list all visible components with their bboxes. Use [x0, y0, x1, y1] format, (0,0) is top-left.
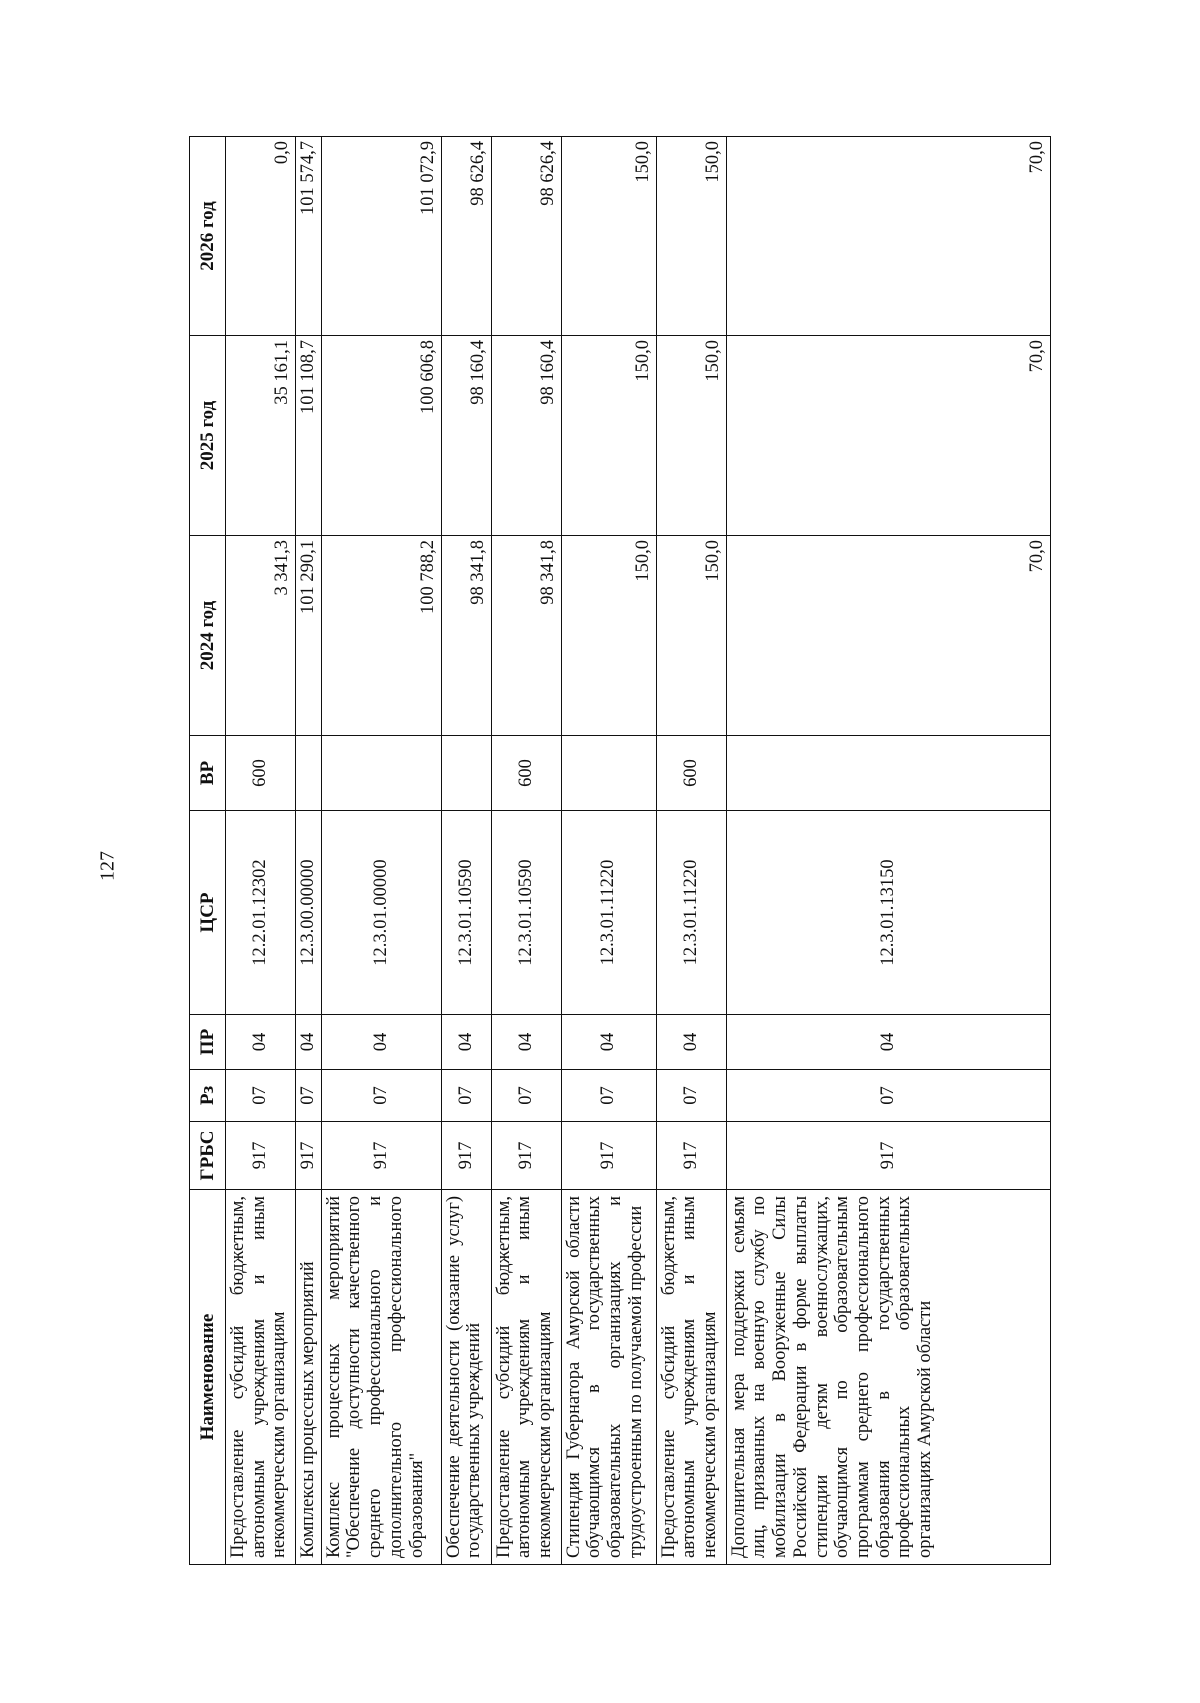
- row-2024: 150,0: [656, 536, 726, 736]
- row-name: Комплекс процессных мероприятий "Обеспечение доступности качественного среднего профессионального и дополнительного профессионального образования": [321, 1190, 441, 1565]
- row-rz: 07: [441, 1070, 491, 1122]
- row-2025: 35 161,1: [226, 336, 296, 536]
- row-name: Обеспечение деятельности (оказание услуг) государственных учреждений: [441, 1190, 491, 1565]
- row-2025: 150,0: [656, 336, 726, 536]
- row-rz: 07: [226, 1070, 296, 1122]
- row-2026: 70,0: [726, 137, 1050, 336]
- row-pr: 04: [321, 1015, 441, 1070]
- row-rz: 07: [561, 1070, 656, 1122]
- row-csr: 12.3.01.10590: [491, 811, 561, 1015]
- row-2026: 150,0: [561, 137, 656, 336]
- row-2026: 101 574,7: [296, 137, 322, 336]
- table-row: [656, 137, 726, 1565]
- row-csr: 12.3.01.11220: [561, 811, 656, 1015]
- table-row: [296, 137, 322, 1565]
- row-2025: 150,0: [561, 336, 656, 536]
- row-vr: [321, 736, 441, 811]
- table-header-row: [190, 137, 226, 1565]
- header-rz: Рз: [190, 1070, 226, 1122]
- row-name: Предоставление субсидий бюджетным, автономным учреждениям и иным некоммерческим организациям: [491, 1190, 561, 1565]
- row-2024: 70,0: [726, 536, 1050, 736]
- row-2026: 101 072,9: [321, 137, 441, 336]
- row-2026: 0,0: [226, 137, 296, 336]
- row-2024: 150,0: [561, 536, 656, 736]
- row-2025: 98 160,4: [491, 336, 561, 536]
- row-2026: 98 626,4: [491, 137, 561, 336]
- row-grbs: 917: [656, 1122, 726, 1190]
- row-vr: [441, 736, 491, 811]
- row-name: Предоставление субсидий бюджетным, автономным учреждениям и иным некоммерческим организациям: [226, 1190, 296, 1565]
- row-2024: 98 341,8: [491, 536, 561, 736]
- row-csr: 12.3.01.11220: [656, 811, 726, 1015]
- page-number: 127: [96, 851, 119, 881]
- row-rz: 07: [321, 1070, 441, 1122]
- header-2025: 2025 год: [190, 336, 226, 536]
- header-grbs: ГРБС: [190, 1122, 226, 1190]
- row-name: Комплексы процессных мероприятий: [296, 1190, 322, 1565]
- row-2025: 101 108,7: [296, 336, 322, 536]
- row-pr: 04: [561, 1015, 656, 1070]
- header-2026: 2026 год: [190, 137, 226, 336]
- row-2024: 100 788,2: [321, 536, 441, 736]
- row-csr: 12.3.01.10590: [441, 811, 491, 1015]
- row-2024: 101 290,1: [296, 536, 322, 736]
- row-csr: 12.3.01.00000: [321, 811, 441, 1015]
- row-rz: 07: [726, 1070, 1050, 1122]
- table-row: [441, 137, 491, 1565]
- row-pr: 04: [441, 1015, 491, 1070]
- header-name: Наименование: [190, 1190, 226, 1565]
- row-2025: 100 606,8: [321, 336, 441, 536]
- row-2025: 98 160,4: [441, 336, 491, 536]
- row-pr: 04: [296, 1015, 322, 1070]
- row-2026: 150,0: [656, 137, 726, 336]
- row-csr: 12.3.01.13150: [726, 811, 1050, 1015]
- row-grbs: 917: [726, 1122, 1050, 1190]
- row-vr: [296, 736, 322, 811]
- row-csr: 12.3.00.00000: [296, 811, 322, 1015]
- header-2024: 2024 год: [190, 536, 226, 736]
- row-vr: 600: [491, 736, 561, 811]
- row-rz: 07: [491, 1070, 561, 1122]
- budget-table: [189, 136, 1051, 1565]
- row-pr: 04: [656, 1015, 726, 1070]
- row-rz: 07: [656, 1070, 726, 1122]
- row-2025: 70,0: [726, 336, 1050, 536]
- table-row: [561, 137, 656, 1565]
- row-2026: 98 626,4: [441, 137, 491, 336]
- table-row: [321, 137, 441, 1565]
- row-pr: 04: [226, 1015, 296, 1070]
- row-pr: 04: [726, 1015, 1050, 1070]
- header-vr: ВР: [190, 736, 226, 811]
- row-name: Стипендия Губернатора Амурской области обучающимся в государственных образовательных организациях и трудоустроенным по получаемой профессии: [561, 1190, 656, 1565]
- row-grbs: 917: [296, 1122, 322, 1190]
- row-vr: [726, 736, 1050, 811]
- table-row: [226, 137, 296, 1565]
- row-csr: 12.2.01.12302: [226, 811, 296, 1015]
- row-vr: 600: [656, 736, 726, 811]
- row-2024: 3 341,3: [226, 536, 296, 736]
- header-pr: ПР: [190, 1015, 226, 1070]
- row-name: Дополнительная мера поддержки семьям лиц, призванных на военную службу по мобилизации в Вооруженные Силы Российской Федерации в форме выплаты стипендии детям военнослужащих, обучающимся по образовательным программам среднего профессионального образования в государственных профессиональных образовательных организациях Амурской области: [726, 1190, 1050, 1565]
- row-vr: [561, 736, 656, 811]
- row-grbs: 917: [561, 1122, 656, 1190]
- row-grbs: 917: [321, 1122, 441, 1190]
- row-grbs: 917: [226, 1122, 296, 1190]
- row-rz: 07: [296, 1070, 322, 1122]
- row-grbs: 917: [491, 1122, 561, 1190]
- table-row: [491, 137, 561, 1565]
- row-pr: 04: [491, 1015, 561, 1070]
- row-grbs: 917: [441, 1122, 491, 1190]
- header-csr: ЦСР: [190, 811, 226, 1015]
- table-row: [726, 137, 1050, 1565]
- rotated-table-wrapper: [189, 137, 1051, 1565]
- row-vr: 600: [226, 736, 296, 811]
- row-name: Предоставление субсидий бюджетным, автономным учреждениям и иным некоммерческим организациям: [656, 1190, 726, 1565]
- row-2024: 98 341,8: [441, 536, 491, 736]
